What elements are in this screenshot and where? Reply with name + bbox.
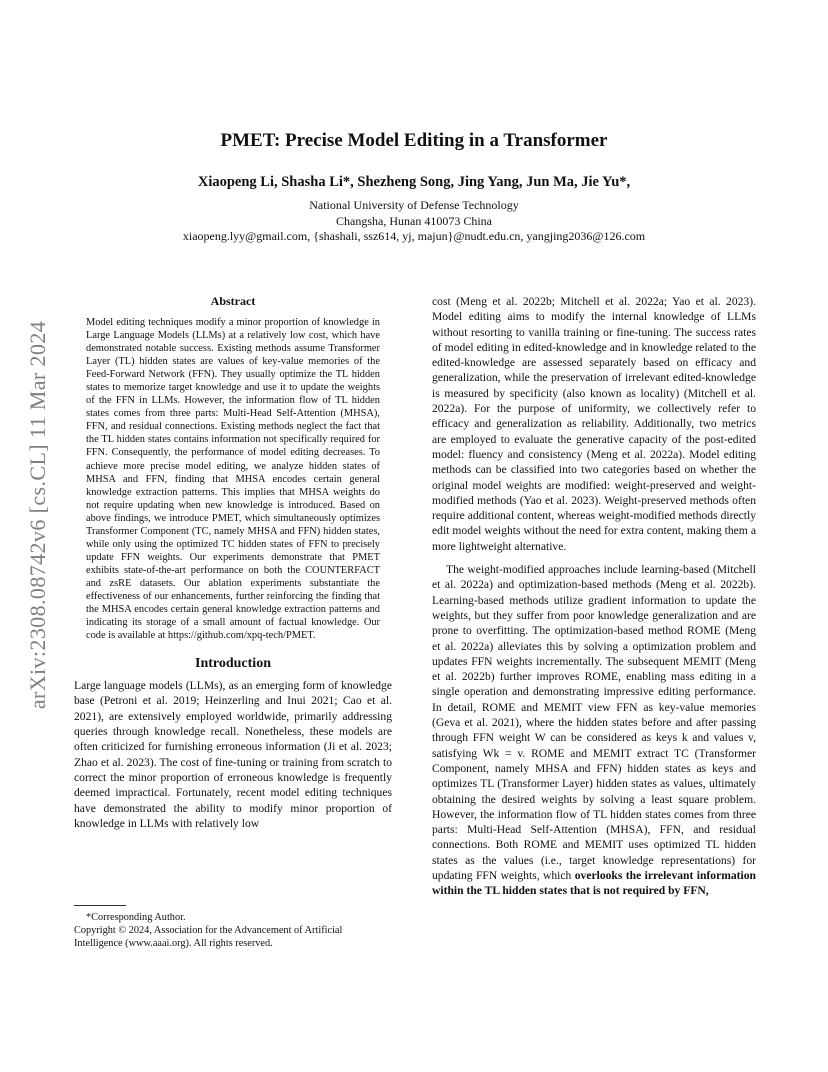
introduction-heading: Introduction [195, 656, 271, 672]
arxiv-identifier: arXiv:2308.08742v6 [cs.CL] 11 Mar 2024 [25, 320, 50, 710]
arxiv-sidebar [20, 285, 56, 745]
right-paragraph-2-bold: overlooks the irrelevant information within the TL hidden states that is not required by FFN, [432, 868, 756, 898]
right-column [432, 294, 756, 899]
affiliation-location: Changsha, Hunan 410073 China [336, 213, 492, 228]
right-paragraph-2-text: The weight-modified approaches include learning-based (Mitchell et al. 2022a) and optimization-based methods (Meng et al. 2022b). Learning-based methods utilize gradient information to update the weights, but they suffer from poor knowledge generalization and are prone to overfitting. The optimization-based method ROME (Meng et al. 2022a) alleviates this by solving a optimization problem and updates FFN weights incrementally. The subsequent MEMIT (Meng et al. 2022b) further improves ROME, enabling mass editing in a single operation and demonstrating impressive editing performance. In detail, ROME and MEMIT view FFN as key-value memories (Geva et al. 2021), where the hidden states before and after passing through FFN weight W can be considered as keys k and values v, satisfying Wk = v. ROME and MEMIT extract TC (Transformer Component, namely MHSA and FFN) hidden states as keys and optimizes TL (Transformer Layer) hidden states as values, ultimately obtaining the desired weights by solving a least square problem. However, the information flow of TL hidden states comes from three parts: Multi-Head Self-Attention (MHSA), FFN, and residual connections. Both ROME and MEMIT uses optimized TL hidden states as the values (i.e., target knowledge representations) for updating FFN weights, which [432, 563, 756, 882]
paper-title: PMET: Precise Model Editing in a Transformer [220, 130, 608, 151]
right-paragraph-2 [432, 562, 756, 899]
introduction-paragraph: Large language models (LLMs), as an emerging form of knowledge base (Petroni et al. 2019; Heinzerling and Inui 2021; Cao et al. 2021), are extensively employed worldwide, primarily addressing queries through knowledge recall. Nonetheless, these models are often criticized for furnishing erroneous information (Ji et al. 2023; Zhao et al. 2023). The cost of fine-tuning or training from scratch to correct the minor proportion of erroneous knowledge is frequently deemed impractical. Fortunately, recent model editing techniques have demonstrated the ability to modify minor proportion of knowledge in LLMs with relatively low [74, 679, 392, 830]
copyright-note: Copyright © 2024, Association for the Advancement of Artificial Intelligence (www.aaai.org). All rights reserved. [74, 925, 343, 949]
author-emails: xiaopeng.lyy@gmail.com, {shashali, ssz614, yj, majun}@nudt.edu.cn, yangjing2036@126.com [182, 229, 646, 243]
right-paragraph-1: cost (Meng et al. 2022b; Mitchell et al. 2022a; Yao et al. 2023). Model editing aims to modify the internal knowledge of LLMs without resorting to vanilla training or fine-tuning. The success rates of model editing in edited-knowledge and in knowledge related to the edited-knowledge are assessed separately based on efficacy and generalization, while the preservation of irrelevant edited-knowledge is measured by specificity (also known as locality) (Mitchell et al. 2022a). For the purpose of uniformity, we collectively refer to efficacy and generalization as reliability. Additionally, two metrics are employed to evaluate the generative capacity of the post-edited model: fluency and consistency (Meng et al. 2022a). Model editing methods can be classified into two categories based on whether the original model weights are modified: weight-preserved and weight-modified methods (Yao et al. 2023). Weight-preserved methods often require additional content, whereas weight-modified methods directly edit model weights without the need for extra content, making them a more lightweight alternative. [432, 295, 756, 553]
author-list: Xiaopeng Li, Shasha Li*, Shezheng Song, Jing Yang, Jun Ma, Jie Yu*, [197, 174, 631, 190]
left-column [74, 294, 392, 831]
affiliation-name: National University of Defense Technology [309, 198, 519, 212]
corresponding-author-note: *Corresponding Author. [86, 912, 186, 923]
footnote-block [74, 911, 392, 950]
abstract-text: Model editing techniques modify a minor proportion of knowledge in Large Language Models (LLMs) at a relatively low cost, which have demonstrated notable success. Existing methods assume Transformer Layer (TL) hidden states are values of key-value memories of the Feed-Forward Network (FFN). They usually optimize the TL hidden states to memorize target knowledge and use it to update the weights of the FFN in LLMs. However, the information flow of TL hidden states comes from three parts: Multi-Head Self-Attention (MHSA), FFN, and residual connections. Existing methods neglect the fact that the TL hidden states contains information not specifically required for FFN. Consequently, the performance of model editing decreases. To achieve more precise model editing, we analyze hidden states of MHSA and FFN, finding that MHSA encodes certain general knowledge extraction patterns. This implies that MHSA weights do not require updating when new knowledge is introduced. Based on above findings, we introduce PMET, which simultaneously optimizes Transformer Component (TC, namely MHSA and FFN) hidden states, while only using the optimized TC hidden states of FFN to precisely update FFN weights. Our experiments demonstrate that PMET exhibits state-of-the-art performance on both the COUNTERFACT and zsRE datasets. Our ablation experiments substantiate the effectiveness of our enhancements, further reinforcing the finding that the MHSA encodes certain general knowledge extraction patterns and indicating its storage of a small amount of factual knowledge. Our code is available at https://github.com/xpq-tech/PMET. [86, 317, 380, 642]
affiliation-block [0, 198, 828, 245]
abstract-heading: Abstract [210, 294, 256, 308]
footnote-divider [74, 905, 126, 906]
